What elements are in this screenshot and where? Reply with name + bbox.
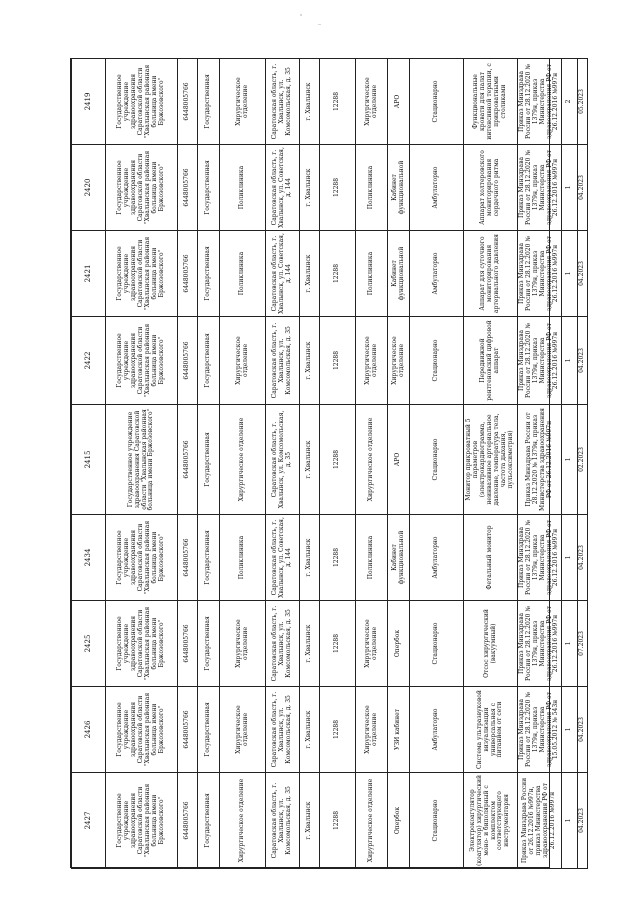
table-cell: 2415 [72,405,106,515]
table-cell: Кабинет функциональной [388,515,410,601]
table-cell: г. Хвалынск [300,515,320,601]
table-row-date [578,59,588,869]
table-cell: Стационарно [410,405,464,515]
table-cell: Государственное учреждение здравоохранения Саратовской области "Хвалынская районная больница имени Бржозовского" [106,317,178,405]
table-cell: Опербок [388,601,410,687]
table-cell: Саратовская область, г. Хвалынск, ул. Комсомольская, д. 35 [266,773,300,869]
table-cell: Хирургическое отделение [356,59,388,145]
table-cell: Амбулаторно [410,145,464,231]
table-cell: Государственная [198,601,220,687]
table-cell: Приказ Минздрава России от 28.12.2020 № 1379н, приказ Министерства здравоохранения РФ от 26.12.2016 №997н [518,601,562,687]
table-cell: г. Хвалынск [300,405,320,515]
table-cell: 12288 [320,601,356,687]
table-cell: 2421 [72,231,106,317]
table-cell: Стационарно [410,317,464,405]
table-cell: Опербок [388,773,410,869]
table-cell: Приказ Минздрава России от 28.12.2020 № 1379н, приказ Министерства здравоохранения РФ от 26.12.2016 №997н [518,59,562,145]
equipment-table [71,58,588,869]
table-cell: Государственная [198,317,220,405]
table-cell: 12288 [320,59,356,145]
table-cell: Функциональные кровати для палат интенсивной терапии, с прикроватными столиками [464,59,518,145]
table-row-registry-number [72,59,106,869]
table-cell: 6448005766 [178,317,198,405]
table-cell: Амбулаторно [410,687,464,773]
table-cell: Государственная [198,687,220,773]
table-cell: 1 [562,145,578,231]
table-cell: Приказ Минздрава России от 28.12.2020 № 1379н, приказ Министерства здравоохранения РФ от 26.12.2016 №997н [518,317,562,405]
table-cell: Государственное учреждение здравоохранения Саратовской области "Хвалынская районная больница имени Бржозовского" [106,601,178,687]
table-cell: Амбулаторно [410,515,464,601]
table-row-inn [178,59,198,869]
table-cell: 2425 [72,601,106,687]
table-cell: г. Хвалынск [300,231,320,317]
table-cell: г. Хвалынск [300,59,320,145]
table-cell: г. Хвалынск [300,601,320,687]
table-cell: Приказ Минздрава России от 28.12.2020 № 1379н, приказ Министерства здравоохранения РФ от 26.12.2016 №997н [518,405,562,515]
table-cell: 2 [562,59,578,145]
table-cell: Хирургическое отделение [220,59,266,145]
table-cell: Государственное учреждение здравоохранения Саратовской области "Хвалынская районная больница имени Бржозовского" [106,145,178,231]
table-cell: АРО [388,405,410,515]
table-cell: 12288 [320,231,356,317]
scan-speck [300,14,302,16]
table-cell: 1 [562,515,578,601]
table-cell: Саратовская область, г. Хвалынск, ул. Комсомольская, д. 35 [266,687,300,773]
table-cell: Отсос хирургический (вакуумный) [464,601,518,687]
table-cell: Хирургическое отделение [220,405,266,515]
table-cell: УЗИ кабинет [388,687,410,773]
table-cell: 6448005766 [178,687,198,773]
table-cell: Система ультразвуковой визуализации универсальная с питанием от сети [464,687,518,773]
table-cell: 6448005766 [178,231,198,317]
table-cell: 12288 [320,687,356,773]
table-row-population [320,59,356,869]
table-cell: Хирургическое отделение [220,687,266,773]
table-cell: 6448005766 [178,145,198,231]
table-cell: 07.2023 [578,601,588,687]
table-cell: Стационарно [410,59,464,145]
table-cell: 6448005766 [178,601,198,687]
table-row-equipment [464,59,518,869]
table-cell: Хирургическое отделение [356,405,388,515]
table-cell: 12288 [320,515,356,601]
table-cell: 2427 [72,773,106,869]
table-cell: Хирургическое отделение [356,601,388,687]
table-cell: Хирургическое отделение [220,317,266,405]
table-cell: 6448005766 [178,773,198,869]
table-cell: Саратовская область, г. Хвалынск, ул. Советская, д. 144 [266,231,300,317]
table-cell: г. Хвалынск [300,687,320,773]
table-cell: 12288 [320,317,356,405]
table-cell: Хирургическое отделение [220,601,266,687]
table-cell: 1 [562,773,578,869]
table-cell: Поликлиника [220,231,266,317]
table-cell: Государственное учреждение здравоохранения Саратовской области "Хвалынская районная больница имени Бржозовского" [106,687,178,773]
table-cell: Государственная [198,145,220,231]
table-row-ownership [198,59,220,869]
table-cell: 1 [562,317,578,405]
table-cell: 12288 [320,773,356,869]
table-row-department [356,59,388,869]
table-cell: Государственное учреждение здравоохранения Саратовской области "Хвалынская районная больница имени Бржозовского" [106,515,178,601]
table-cell: 12288 [320,145,356,231]
table-cell: Кабинет функциональной [388,145,410,231]
table-cell: Саратовская область, г. Хвалынск, ул. Комсомольская, д. 35 [266,405,300,515]
table-cell: 12288 [320,405,356,515]
table-row-organization [106,59,178,869]
table-cell: Государственное учреждение здравоохранения Саратовской области "Хвалынская районная больница имени Бржозовского" [106,773,178,869]
table-cell: Государственная [198,515,220,601]
table-cell: Стационарно [410,773,464,869]
table-cell: 2434 [72,515,106,601]
table-cell: Приказ Минздрава России от 28.12.2020 № 1379н, приказ Министерства здравоохранения РФ от 15.05.2012 № 543н [518,687,562,773]
table-cell: Хирургическое отделение [388,317,410,405]
table-cell: Саратовская область, г. Хвалынск, ул. Комсомольская, д. 35 [266,601,300,687]
table-cell: Поликлиника [220,515,266,601]
table-cell: Хирургическое отделение [356,773,388,869]
table-row-care-form [410,59,464,869]
table-cell: 04.2023 [578,687,588,773]
rotated-table [71,59,586,869]
scan-speck [318,24,321,25]
table-cell: Стационарно [410,601,464,687]
table-cell: Поликлиника [220,145,266,231]
table-cell: 2419 [72,59,106,145]
table-cell: 1 [562,231,578,317]
table-cell: 6448005766 [178,59,198,145]
table-cell: Амбулаторно [410,231,464,317]
table-cell: 04.2023 [578,317,588,405]
table-cell: Государственное учреждение здравоохранения Саратовской области "Хвалынская районная больница имени Бржозовского" [106,59,178,145]
table-cell: Аппарат холтеровского мониторирования сердечного ритма [464,145,518,231]
table-cell: Государственное учреждение здравоохранения Саратовской области "Хвалынская районная больница имени Бржозовского" [106,231,178,317]
table-cell: Хирургическое отделение [356,687,388,773]
table-cell: 04.2023 [578,231,588,317]
table-cell: 6448005766 [178,515,198,601]
table-cell: 02.2023 [578,405,588,515]
table-cell: Монитор прикроватный 5 параметров (электрокардиограмма, неинвазивное артериальное давление, температура тела, частота дыхания, пульсоксиметрия) [464,405,518,515]
table-cell: 1 [562,405,578,515]
table-cell: Государственная [198,59,220,145]
table-cell: Государственное учреждение здравоохранения Саратовской области "Хвалынская районная больница имени Бржозовского" [106,405,178,515]
table-cell: Хирургическое отделение [220,773,266,869]
table-cell: 04.2023 [578,145,588,231]
table-row-address [266,59,300,869]
table-cell: 04.2023 [578,515,588,601]
table-row-city [300,59,320,869]
table-cell: Кабинет функциональной [388,231,410,317]
table-cell: Передвижной рентгеновский цифровой аппарат [464,317,518,405]
table-cell: 1 [562,601,578,687]
table-cell: Саратовская область, г. Хвалынск, ул. Комсомольская, д. 35 [266,317,300,405]
table-cell: Электрокоагулятор (коагулятор) хирургический моно- и биполярный с комплектом соответствующего инструментария [464,773,518,869]
table-cell: Хирургическое отделение [356,317,388,405]
table-cell: Государственная [198,231,220,317]
rotated-table-frame [70,58,586,868]
table-cell: г. Хвалынск [300,317,320,405]
table-cell: 05.2023 [578,59,588,145]
table-cell: Государственная [198,773,220,869]
table-cell: Приказ Минздрава России от 28.12.2020 № 1379н, приказ Министерства здравоохранения РФ от 26.12.2016 №997н [518,231,562,317]
table-cell: 04.2023 [578,773,588,869]
table-cell: Фетальный монитор [464,515,518,601]
table-row-regulation [518,59,562,869]
table-cell: Саратовская область, г. Хвалынск, ул. Комсомольская, д. 35 [266,59,300,145]
table-cell: Приказ Минздрава России от 28.12.2020 № 1379н, приказ Министерства здравоохранения РФ от 26.12.2016 №997н [518,145,562,231]
table-cell: 6448005766 [178,405,198,515]
table-cell: Аппарат для суточного мониторирования артериального давления [464,231,518,317]
table-cell: 2426 [72,687,106,773]
table-cell: 1 [562,687,578,773]
table-cell: Саратовская область, г. Хвалынск, ул. Советская, д. 144 [266,515,300,601]
table-cell: Поликлиника [356,145,388,231]
table-cell: г. Хвалынск [300,145,320,231]
table-cell: Поликлиника [356,515,388,601]
table-cell: Приказ Минздрава России от 28.12.2020 № 1379н, приказ Министерства здравоохранения РФ от 26.12.2016 №997н [518,515,562,601]
table-row-quantity [562,59,578,869]
table-row-unit [220,59,266,869]
table-cell: Приказ Минздрава России от 26.12.2016 №997н, приказ Министерства здравоохранения РФ от 26.12.2016 №997н [518,773,562,869]
table-row-room [388,59,410,869]
table-cell: 2422 [72,317,106,405]
table-cell: Государственная [198,405,220,515]
table-cell: г. Хвалынск [300,773,320,869]
table-cell: Поликлиника [356,231,388,317]
table-cell: Саратовская область, г. Хвалынск, ул. Советская, д. 144 [266,145,300,231]
table-cell: 2420 [72,145,106,231]
table-cell: АРО [388,59,410,145]
